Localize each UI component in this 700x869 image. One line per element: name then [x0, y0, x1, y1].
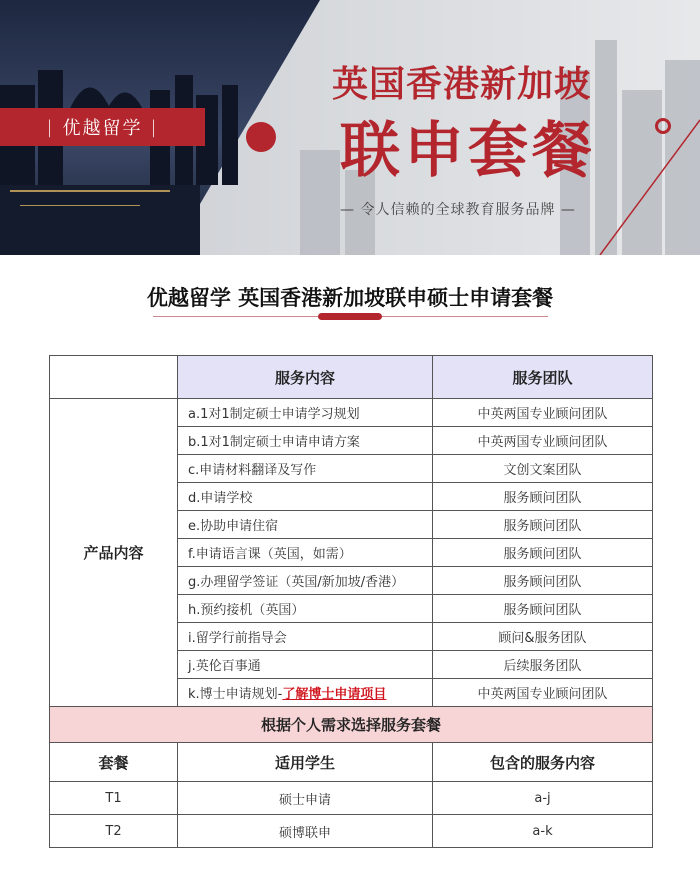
package-id: T2 [50, 815, 178, 848]
team-cell: 服务顾问团队 [433, 567, 653, 595]
table-row [50, 399, 653, 427]
heading-accent-pill [318, 313, 382, 320]
team-cell: 服务顾问团队 [433, 511, 653, 539]
banner-title-line2: 联申套餐 [340, 116, 596, 186]
package-band-row [50, 707, 653, 743]
header-blank-cell [50, 356, 178, 399]
team-cell: 中英两国专业顾问团队 [433, 399, 653, 427]
table-header-row [50, 356, 653, 399]
ring-decoration [655, 118, 671, 134]
hero-banner [0, 0, 700, 255]
service-cell: g.办理留学签证（英国/新加坡/香港） [178, 567, 433, 595]
package-contents: a-k [433, 815, 653, 848]
brand-name: 优越留学 [62, 118, 143, 139]
package-header-pkg: 套餐 [50, 743, 178, 782]
package-student: 硕博联申 [178, 815, 433, 848]
brand-tag [0, 108, 205, 146]
team-cell: 顾问&服务团队 [433, 623, 653, 651]
team-cell: 中英两国专业顾问团队 [433, 427, 653, 455]
service-cell: c.申请材料翻译及写作 [178, 455, 433, 483]
divider-bar: | [150, 116, 159, 138]
service-text: k.博士申请规划- [188, 687, 283, 702]
service-cell [178, 679, 433, 707]
team-cell: 服务顾问团队 [433, 483, 653, 511]
team-cell: 服务顾问团队 [433, 539, 653, 567]
header-team: 服务团队 [433, 356, 653, 399]
package-band-text: 根据个人需求选择服务套餐 [50, 707, 653, 743]
service-cell: h.预约接机（英国） [178, 595, 433, 623]
service-cell: a.1对1制定硕士申请学习规划 [178, 399, 433, 427]
package-id: T1 [50, 782, 178, 815]
package-row [50, 782, 653, 815]
service-cell: b.1对1制定硕士申请申请方案 [178, 427, 433, 455]
banner-tagline: — 令人信赖的全球教育服务品牌 — [340, 202, 576, 218]
team-cell: 文创文案团队 [433, 455, 653, 483]
service-cell: j.英伦百事通 [178, 651, 433, 679]
divider-bar: | [46, 116, 55, 138]
red-dot-decoration [246, 122, 276, 152]
header-service: 服务内容 [178, 356, 433, 399]
team-cell: 后续服务团队 [433, 651, 653, 679]
team-cell: 服务顾问团队 [433, 595, 653, 623]
package-header-row [50, 743, 653, 782]
package-header-contents: 包含的服务内容 [433, 743, 653, 782]
banner-title-line1: 英国香港新加坡 [332, 64, 592, 105]
package-table [49, 355, 653, 848]
category-cell: 产品内容 [50, 399, 178, 707]
package-student: 硕士申请 [178, 782, 433, 815]
package-row [50, 815, 653, 848]
phd-program-link[interactable]: 了解博士申请项目 [282, 687, 387, 702]
package-header-student: 适用学生 [178, 743, 433, 782]
team-cell: 中英两国专业顾问团队 [433, 679, 653, 707]
service-cell: e.协助申请住宿 [178, 511, 433, 539]
service-cell: d.申请学校 [178, 483, 433, 511]
service-cell: f.申请语言课（英国，如需） [178, 539, 433, 567]
service-cell: i.留学行前指导会 [178, 623, 433, 651]
package-contents: a-j [433, 782, 653, 815]
page-title: 优越留学 英国香港新加坡联申硕士申请套餐 [146, 286, 554, 310]
